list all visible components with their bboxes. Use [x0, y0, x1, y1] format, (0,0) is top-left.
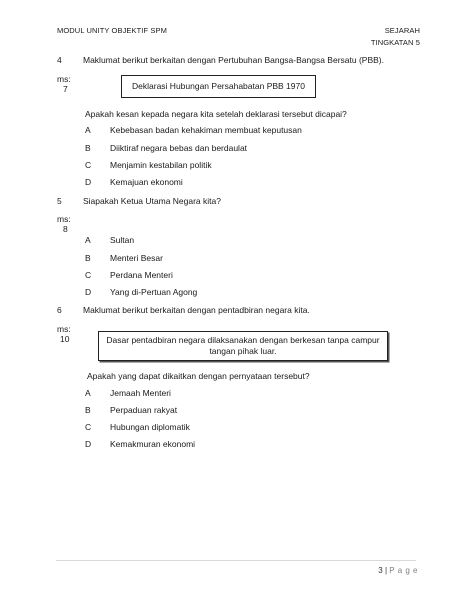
question-6-prompt: Apakah yang dapat dikaitkan dengan pernyataan tersebut?	[87, 371, 310, 381]
question-6-box-line-1: Dasar pentadbiran negara dilaksanakan dengan berkesan tanpa campur	[106, 335, 380, 345]
question-4-option-b-text: Diiktiraf negara bebas dan berdaulat	[110, 143, 248, 153]
question-5-option-d-text: Yang di-Pertuan Agong	[110, 287, 198, 297]
question-4-ms-page: 7	[63, 84, 68, 94]
question-4-option-c-letter: C	[85, 160, 92, 170]
question-4-option-c-text: Menjamin kestabilan politik	[110, 160, 212, 170]
question-4-option-a-text: Kebebasan badan kehakiman membuat keputusan	[110, 125, 302, 135]
question-6-option-c-text: Hubungan diplomatik	[110, 422, 190, 432]
question-6-number: 6	[57, 305, 62, 315]
question-5-ms-label: ms:	[57, 214, 71, 224]
question-5-option-d-letter: D	[85, 287, 92, 297]
question-4-option-b-letter: B	[85, 143, 91, 153]
question-4-prompt: Apakah kesan kepada negara kita setelah deklarasi tersebut dicapai?	[85, 109, 347, 119]
footer-page-number: 3	[378, 566, 383, 575]
question-6-option-a-text: Jemaah Menteri	[110, 388, 171, 398]
question-5-option-b-text: Menteri Besar	[110, 253, 163, 263]
question-5-ms-page: 8	[63, 224, 68, 234]
question-6-option-b-text: Perpaduan rakyat	[110, 405, 178, 415]
question-5-option-b-letter: B	[85, 253, 91, 263]
question-4-option-a-letter: A	[85, 125, 91, 135]
question-6-stem: Maklumat berikut berkaitan dengan pentadbiran negara kita.	[83, 305, 310, 315]
header-module-title: MODUL UNITY OBJEKTIF SPM	[57, 26, 167, 35]
question-5-stem: Siapakah Ketua Utama Negara kita?	[83, 196, 221, 206]
question-6-option-a-letter: A	[85, 388, 91, 398]
question-5-option-a-text: Sultan	[110, 235, 135, 245]
question-6-ms-page: 10	[60, 334, 70, 344]
footer-page-indicator	[378, 566, 418, 575]
footer-page-word: P a g e	[389, 566, 418, 575]
question-5-option-a-letter: A	[85, 235, 91, 245]
question-4-stem: Maklumat berikut berkaitan dengan Pertubuhan Bangsa-Bangsa Bersatu (PBB).	[83, 55, 384, 65]
question-4-info-box	[121, 75, 316, 98]
question-5-option-c-letter: C	[85, 270, 92, 280]
question-4-option-d-text: Kemajuan ekonomi	[110, 177, 183, 187]
question-6-option-d-text: Kemakmuran ekonomi	[110, 439, 196, 449]
question-5-option-c-text: Perdana Menteri	[110, 270, 173, 280]
question-6-info-box	[98, 331, 388, 361]
question-4-box-text: Deklarasi Hubungan Persahabatan PBB 1970	[132, 81, 305, 91]
question-6-option-c-letter: C	[85, 422, 92, 432]
question-5-number: 5	[57, 196, 62, 206]
footer-separator: |	[384, 566, 388, 575]
question-6-ms-label: ms:	[57, 324, 71, 334]
question-4-ms-label: ms:	[57, 74, 71, 84]
question-6-box-line-2: tangan pihak luar.	[209, 345, 277, 356]
question-4-number: 4	[57, 55, 62, 65]
footer-divider	[56, 560, 416, 561]
header-form: TINGKATAN 5	[370, 38, 420, 47]
question-4-option-d-letter: D	[85, 177, 92, 187]
question-6-option-b-letter: B	[85, 405, 91, 415]
question-6-option-d-letter: D	[85, 439, 92, 449]
header-subject: SEJARAH	[384, 26, 420, 35]
